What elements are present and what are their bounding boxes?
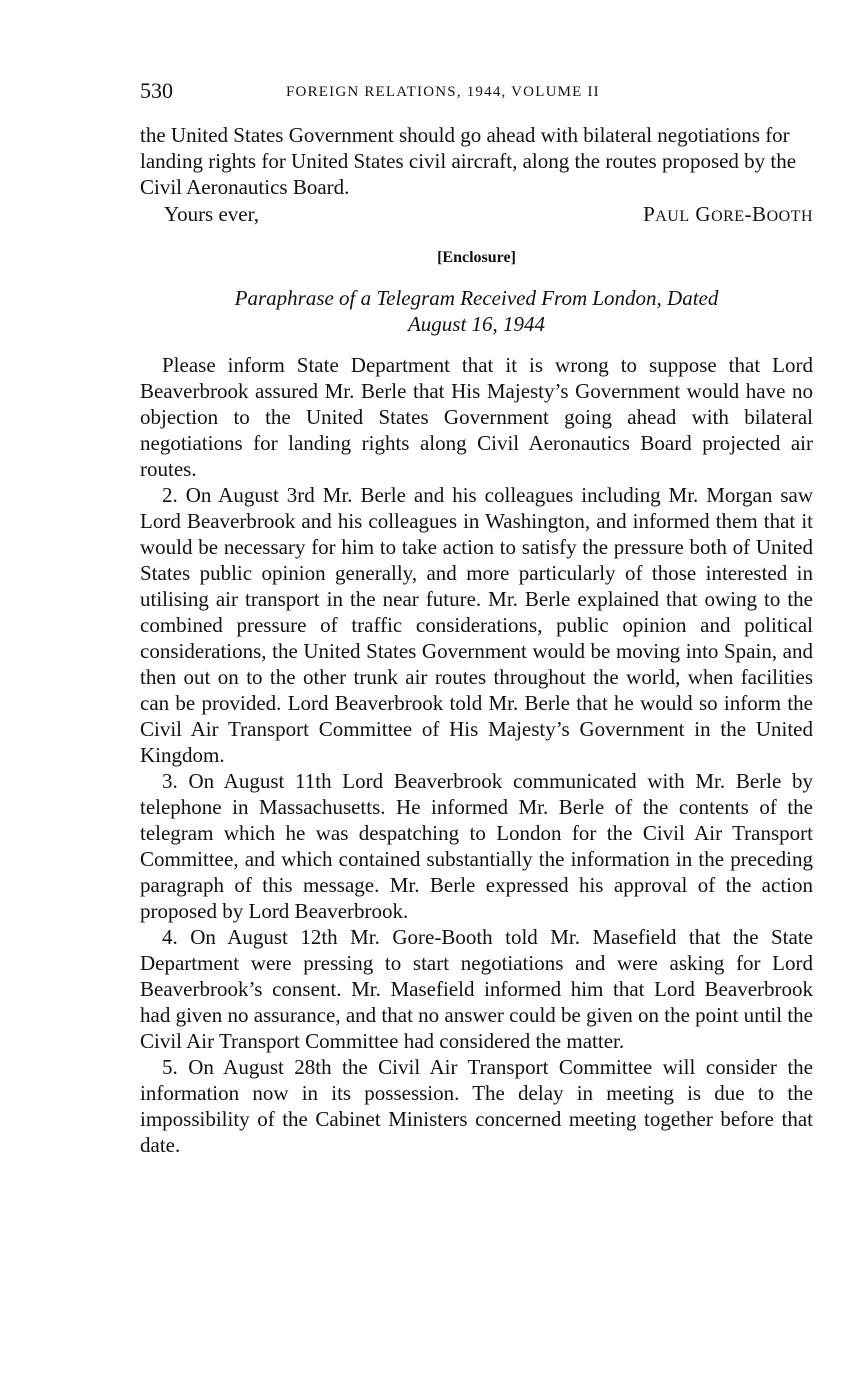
signer-last2-rest: OOTH (766, 208, 813, 225)
document-title (140, 285, 813, 337)
enclosure-label: [Enclosure] (437, 249, 516, 266)
title-line-2: August 16, 1944 (407, 312, 546, 336)
running-head: FOREIGN RELATIONS, 1944, VOLUME II (286, 84, 600, 100)
paragraph-1: Please inform State Department that it is wrong to suppose that Lord Beaverbrook assured Mr. Berle that His Majesty’s Government would have no objection to the United States Government going ahead with bilateral negotiations for landing rights along Civil Aeronautics Board projected air routes. (140, 353, 813, 481)
paragraph-4: 4. On August 12th Mr. Gore-Booth told Mr. Masefield that the State Department were pressing to start negotiations and were asking for Lord Beaverbrook’s consent. Mr. Masefield informed him that Lord Beaverbrook had given no assurance, and that no answer could be given on the point until the Civil Air Transport Committee had considered the matter. (140, 925, 813, 1053)
signer-name (643, 201, 813, 230)
signer-last2-initial: -B (744, 202, 767, 226)
page-header (140, 78, 813, 108)
title-line-1: Paraphrase of a Telegram Received From London, Dated (234, 286, 719, 310)
signer-first-rest: AUL (655, 208, 690, 225)
body-paragraphs (140, 352, 813, 1158)
paragraph-3: 3. On August 11th Lord Beaverbrook communicated with Mr. Berle by telephone in Massachusetts. He informed Mr. Berle of the contents of the telegram which he was despatching to London for the Civil Air Transport Committee, and which contained substantially the information in the preceding paragraph of this message. Mr. Berle expressed his approval of the action proposed by Lord Beaverbrook. (140, 769, 813, 923)
paragraph-2: 2. On August 3rd Mr. Berle and his colleagues including Mr. Morgan saw Lord Beaverbrook and his colleagues in Washington, and informed them that it would be necessary for him to take action to satisfy the pressure both of United States public opinion generally, and more particularly of those interested in utilising air transport in the near future. Mr. Berle explained that owing to the combined pressure of traffic considerations, public opinion and political considerations, the United States Government would be moving into Spain, and then out on to the other trunk air routes throughout the world, when facilities can be provided. Lord Beaverbrook told Mr. Berle that he would so inform the Civil Air Transport Committee of His Majesty’s Government in the United Kingdom. (140, 483, 813, 767)
page-number: 530 (140, 78, 173, 103)
signer-last1-initial: G (695, 202, 712, 226)
paragraph-5: 5. On August 28th the Civil Air Transport Committee will consider the information now in its possession. The delay in meeting is due to the impossibility of the Cabinet Ministers concerned meeting together before that date. (140, 1055, 813, 1157)
signer-last1-rest: ORE (711, 208, 745, 225)
closing-salutation: Yours ever, (164, 202, 260, 226)
opening-paragraph: the United States Government should go ahead with bilateral negotiations for landing rights for United States civil aircraft, along the routes proposed by the Civil Aeronautics Board. (140, 123, 797, 199)
signer-first-initial: P (643, 202, 656, 226)
